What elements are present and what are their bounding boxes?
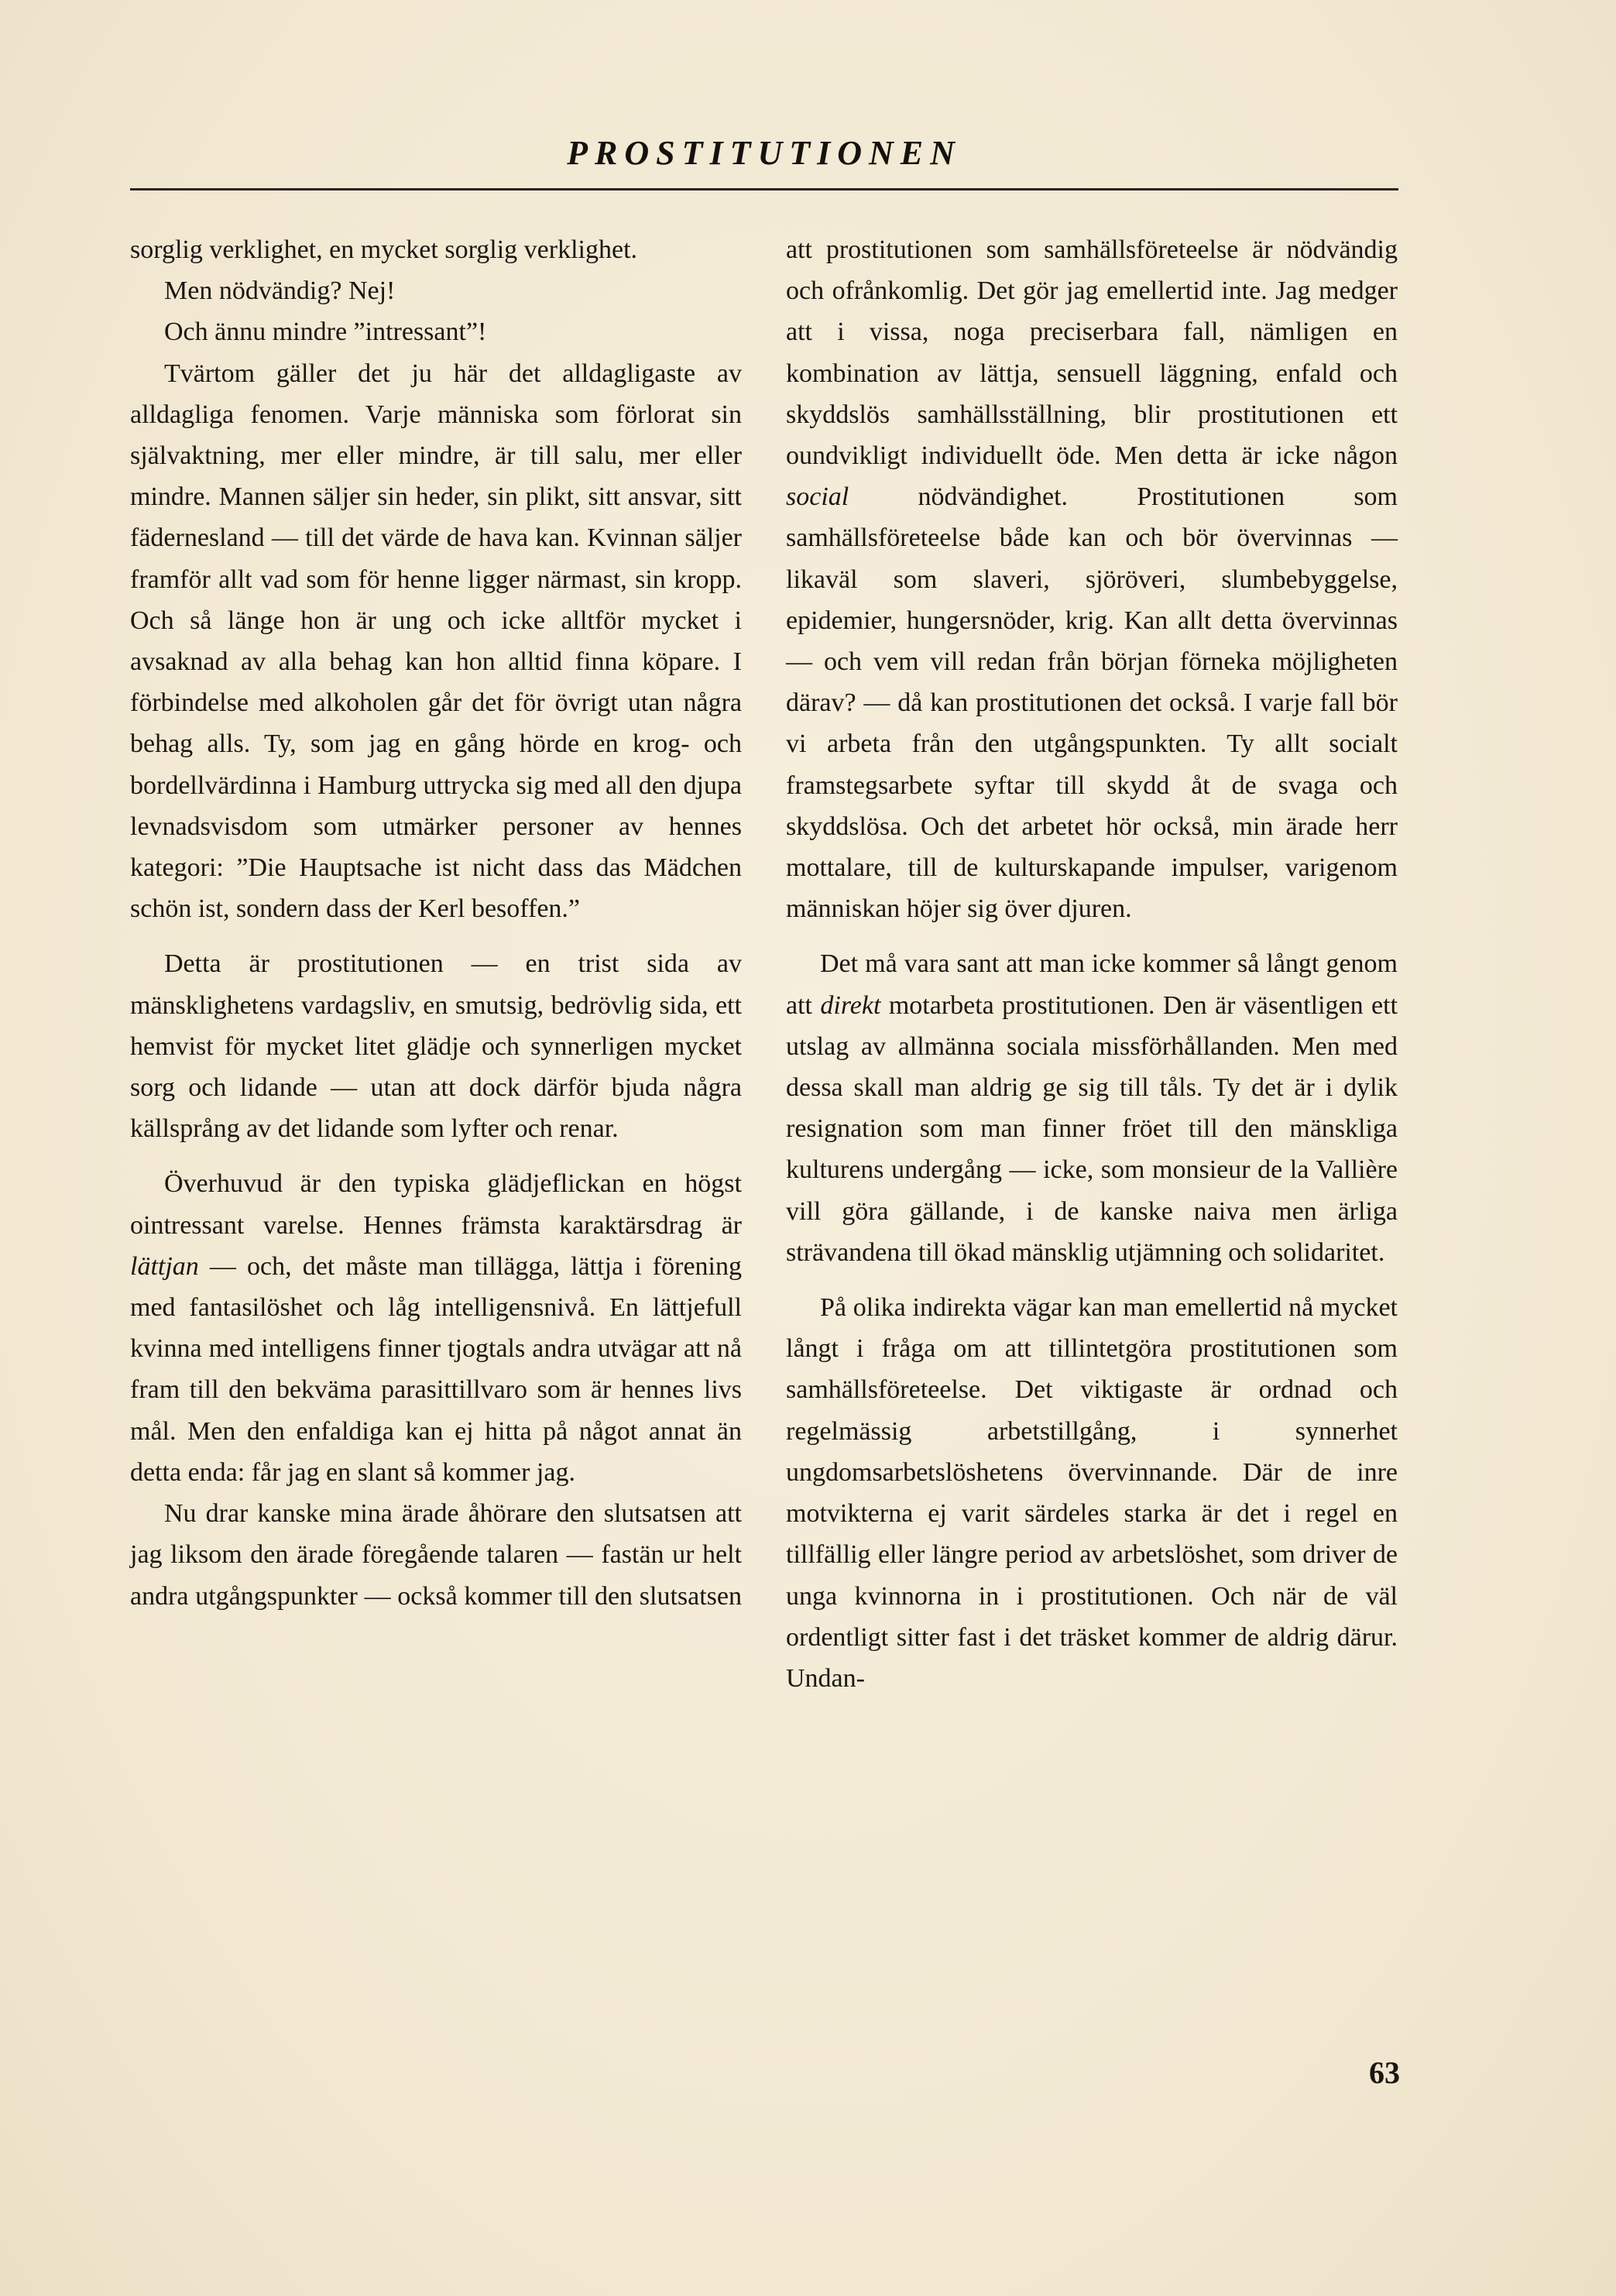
emphasis-text: lättjan xyxy=(130,1251,199,1281)
text-run: motarbeta prostitutionen. Den är väsentligen ett utslag av allmänna sociala missförhållanden. Men med dessa skall man aldrig ge sig till tåls. Ty det är i dylik resignation som man finner fröet till den mänskliga kulturens undergång — icke, som monsieur de la Vallière vill göra gällande, i de kanske naiva men ärliga strävandena till ökad mänsklig utjämning och solidaritet. xyxy=(786,990,1398,1267)
paragraph: Nu drar kanske mina ärade åhörare den slutsatsen att jag liksom den ärade föregående talaren — fastän ur helt andra utgångspunkter — också kommer till den slutsatsen xyxy=(130,1499,742,1611)
page-number: 63 xyxy=(1369,2055,1400,2090)
paragraph xyxy=(786,943,1398,1273)
emphasis-text: social xyxy=(786,482,849,512)
paragraph: Tvärtom gäller det ju här det alldagligaste av alldagliga fenomen. Varje människa som förlorat sin självaktning, mer eller mindre, är till salu, mer eller mindre. Mannen säljer sin heder, sin plikt, sitt ansvar, sitt fädernesland — till det värde de hava kan. Kvinnan säljer framför allt vad som för henne ligger närmast, sin kropp. Och så länge hon är ung och icke alltför mycket i avsaknad av alla behag kan hon alltid finna köpare. I förbindelse med alkoholen går det för övrigt utan några behag alls. Ty, som jag en gång hörde en krog- och bordellvärdinna i Hamburg uttrycka sig med all den djupa levnadsvisdom som utmärker personer av hennes kategori: ”Die Hauptsache ist nicht dass das Mädchen schön ist, sondern dass der Kerl besoffen.” xyxy=(130,359,742,924)
text-run: nödvändighet. Prostitutionen som samhällsföreteelse både kan och bör övervinnas — likaväl som slaveri, sjöröveri, slumbebyggelse, epidemier, hungersnöder, krig. Kan allt detta övervinnas — och vem vill redan från början förneka möjligheten därav? — då kan prostitutionen det också. I varje fall bör vi arbeta från den utgångspunkten. Ty allt socialt framstegsarbete syftar till skydd åt de svaga och skyddslösa. Och det arbetet hör också, min ärade herr mottalare, till de kulturskapande impulser, varigenom människan höjer sig över djuren. xyxy=(786,482,1398,924)
paragraph: Men nödvändig? Nej! xyxy=(164,276,396,306)
page-title: PROSTITUTIONEN xyxy=(567,134,962,172)
running-header xyxy=(130,130,1398,177)
paragraph xyxy=(130,1163,742,1493)
text-run: — och, det måste man tillägga, lättja i förening med fantasilöshet och låg intelligensnivå. En lättjefull kvinna med intelligens finner tjogtals andra utvägar att nå fram till den bekväma parasittillvaro som är hennes livs mål. Men den enfaldiga kan ej hitta på något annat än detta enda: får jag en slant så kommer jag. xyxy=(130,1251,742,1487)
emphasis-text: direkt xyxy=(820,990,881,1020)
text-run: att prostitutionen som samhällsföreteelse är nödvändig och ofrånkomlig. Det gör jag emellertid inte. Jag medger att i vissa, noga preciserbara fall, nämligen en kombination av lättja, sensuell läggning, enfald och skyddslös samhällsställning, blir prostitutionen ett oundvikligt individuellt öde. Men detta är icke någon xyxy=(786,235,1398,471)
paragraph xyxy=(786,229,1398,929)
left-column xyxy=(130,229,742,1617)
paragraph: Och ännu mindre ”intressant”! xyxy=(164,317,487,347)
text-run: Överhuvud är den typiska glädjeflickan en högst ointressant varelse. Hennes främsta karaktärsdrag är xyxy=(130,1169,742,1240)
right-column xyxy=(786,229,1398,1699)
paragraph: sorglig verklighet, en mycket sorglig verklighet. xyxy=(130,235,638,264)
paragraph: Detta är prostitutionen — en trist sida av mänsklighetens vardagsliv, en smutsig, bedrövlig sida, ett hemvist för mycket litet glädje och synnerligen mycket sorg och lidande — utan att dock därför bjuda några källsprång av det lidande som lyfter och renar. xyxy=(130,949,742,1144)
header-rule xyxy=(130,188,1398,190)
paragraph: På olika indirekta vägar kan man emellertid nå mycket långt i fråga om att tillintetgöra prostitutionen som samhällsföreteelse. Det viktigaste är ordnad och regelmässig arbetstillgång, i synnerhet ungdomsarbetslöshetens övervinnande. Där de inre motvikterna ej varit särdeles starka är det i regel en tillfällig eller längre period av arbetslöshet, som driver de unga kvinnorna in i prostitutionen. Och när de väl ordentligt sitter fast i det träsket kommer de aldrig därur. Undan- xyxy=(786,1293,1398,1693)
text-run: Det må vara sant att man icke kommer så långt genom att xyxy=(786,949,1398,1020)
